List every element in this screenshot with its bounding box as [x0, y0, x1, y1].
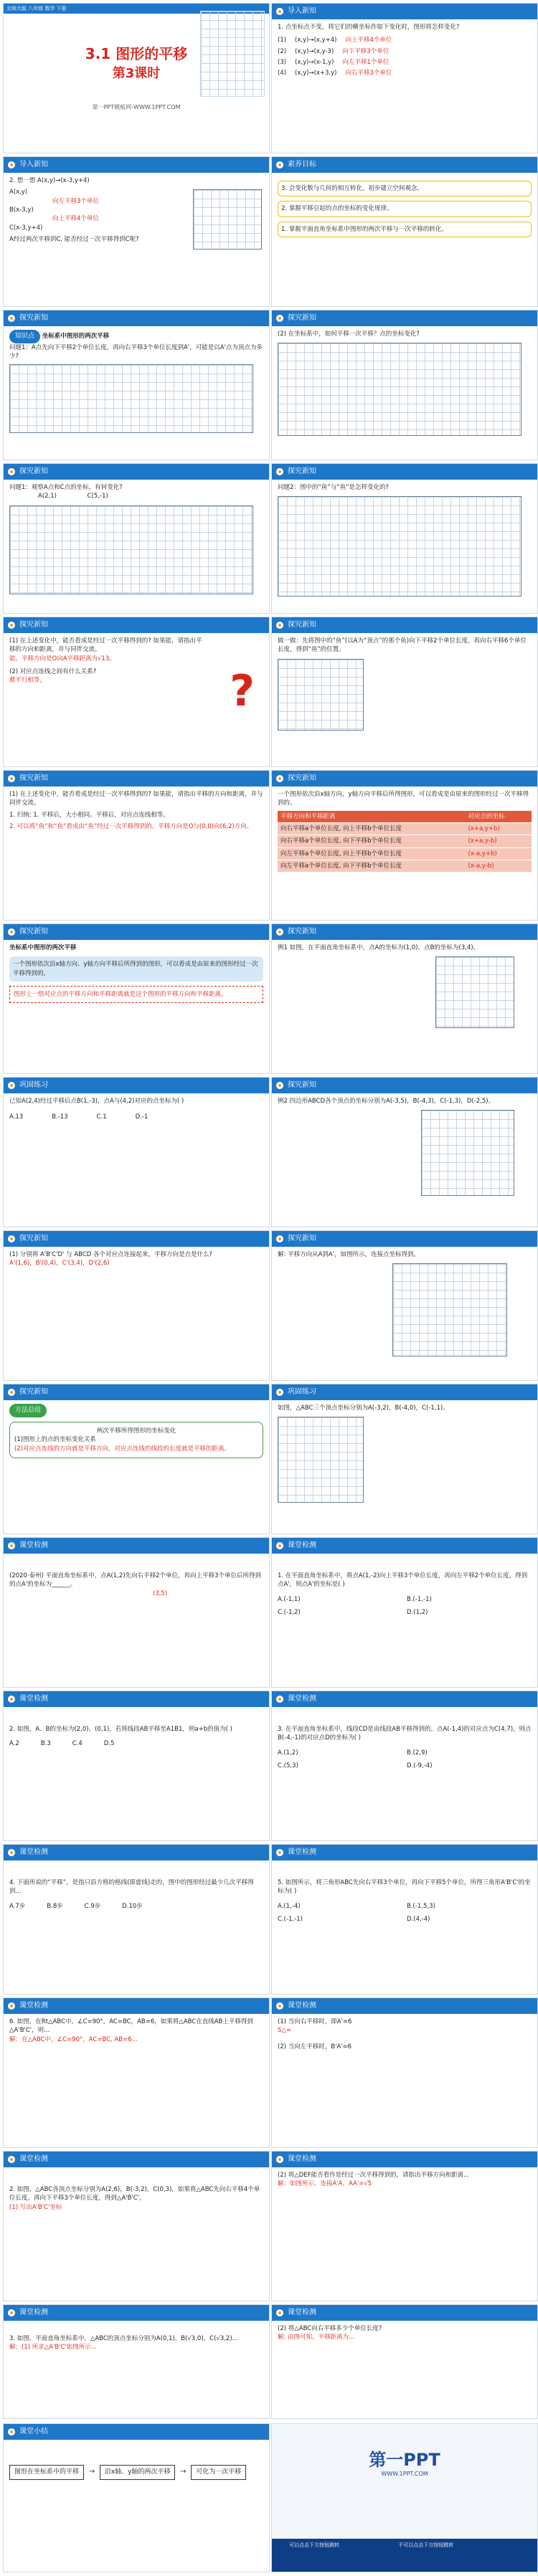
question: 3. 在平面直角坐标系中，线段CD是由线段AB平移得到的，点A(-1,4)的对应点为C(4,7)，则点B(-4,-1)的对应点D的坐标为( ) [278, 1726, 532, 1742]
slide-practice-2 [271, 1384, 538, 1534]
slide-header: 探究新知 [4, 1231, 269, 1247]
transform-row [278, 47, 532, 56]
grid-figure [9, 505, 253, 594]
conclusion: A经过两次平移到C, 能否经过一次平移得到C呢? [9, 235, 139, 243]
question: 例2 四边形ABCD各个顶点的坐标分别为A(-3,5)，B(-4,3)，C(-1,3)，D(-2,5)。 [278, 1098, 495, 1105]
table-row [278, 848, 532, 860]
question: 5. 如图所示，将三角形ABC先向右平移3个单位，再向下平移5个单位，所得三角形A'B'C'的坐标为( ) [278, 1879, 531, 1896]
slide-header: 巩固练习 [4, 1078, 269, 1093]
flow-box-2: 沿x轴、y轴的两次平移 [100, 2465, 176, 2480]
goal-2: 2. 掌握平移引起的点的坐标的变化规律。 [278, 201, 532, 217]
slide-explore-6 [271, 617, 538, 767]
slide-header: 探究新知 [4, 617, 269, 633]
question: (2) 将△DEF能否看作是经过一次平移得到的，请指出平移方向和距离... [278, 2172, 470, 2179]
question: 问题2：图中的“鱼”与“鱼”是怎样变化的? [278, 484, 390, 491]
grid-figure [278, 496, 522, 597]
answer: A'(1,6)，B'(0,4)，C'(3,4)，D'(2,6) [9, 1260, 110, 1268]
summary-2: 2. 可以将“鱼”和“鱼”看成由“鱼”经过一次平移得到的。平移方向是O与(0,0)向(6,2)方向。 [9, 822, 253, 830]
slide-header: 课堂检测 [4, 1998, 269, 2014]
slide-explore-4 [271, 463, 538, 614]
question: 2. 如图，△ABC各顶点坐标分别为A(2,6)，B(-3,2)，C(0,3)，如果将△ABC先向右平移4个单位长度，再向下平移3个单位长度，得到△A'B'C'。 [9, 2186, 260, 2202]
slide-header: 探究新知 [272, 1231, 537, 1247]
question-1: (1) 在上述变化中，能否看成是经过一次平移得到的? 如果能，请指出平移的方向和距离，并与同伴交流。 [9, 791, 263, 807]
slide-explore-7 [3, 770, 270, 921]
answer-1: S△= [278, 2027, 292, 2035]
slide-import-1 [271, 3, 538, 153]
goal-3: 3. 会变化数与几何的相互转化，初步建立空间观念。 [278, 181, 532, 196]
table-cell: (x+a,y+b) [468, 824, 500, 832]
statement: 一个图形依次沿x轴方向、y轴方向平移后所得到的图形，可以看成是由原来的图形经过一次平移得到的。 [9, 956, 263, 982]
question: 2. 如图，A、B的坐标为(2,0)、(0,1)，若将线段AB平移至A1B1，则a+b的值为( ) [9, 1726, 232, 1733]
answer-option[interactable]: D.-1 [135, 1113, 148, 1121]
answer-option[interactable]: D.(4,-4) [407, 1915, 430, 1923]
method-title: 两次平移所得图形的坐标变化 [96, 1427, 176, 1435]
answer-option[interactable]: B.(-1,-1) [407, 1595, 432, 1603]
point-b: B(x-3,y) [9, 206, 34, 214]
question: 例1 如图，在平面直角坐标系中，点A的坐标为(1,0)，点B的坐标为(3,4)。 [278, 944, 480, 951]
site-text: 第一PPT模板网-WWW.1PPT.COM [92, 104, 181, 110]
slide-check-9 [3, 2151, 270, 2301]
slide-check-7 [3, 1997, 270, 2148]
answer-option[interactable]: B.-13 [52, 1113, 68, 1121]
grid-figure [278, 659, 364, 731]
answer-option[interactable]: D.10步 [122, 1902, 143, 1910]
note: 图形上一组对应点的平移方向和平移距离就是这个图形的平移方向和平移距离。 [9, 986, 263, 1003]
answer-option[interactable]: A.7步 [9, 1902, 26, 1910]
question: 已知A(2,4)经过平移后点B(1,-3)，点A与(4,2)对应的点坐标为( ) [9, 1098, 184, 1105]
note-up: 向上平移4个单位 [52, 215, 99, 223]
question: 4. 下面所说的“平移”，是指只沿方格的格线(即虚线)走的，图中的图形经过最少几次平移得到... [9, 1879, 254, 1896]
transform-cell: 向下平移3个单位 [342, 47, 390, 55]
answer-option[interactable]: C.(-1,2) [278, 1608, 301, 1616]
section-head: 坐标系中图形的两次平移 [9, 944, 77, 951]
transform-cell: (x,y)→(x-1,y) [295, 58, 334, 66]
question: (1) 分别将 A'B'C'D' 与 ABCD 各个对应点连接起来，平移方向是点是什么? [9, 1251, 213, 1258]
question-2: (2) 对应点连线之间有什么关系? [9, 667, 97, 675]
grid-figure [9, 364, 253, 433]
transform-cell: (2) [278, 47, 287, 55]
slide-header: 课堂检测 [4, 2305, 269, 2321]
slide-explore-1 [3, 310, 270, 460]
question: (2) 将△ABC向右平移多少个单位长度? [278, 2325, 382, 2332]
transform-cell: 向右平移3个单位 [345, 70, 392, 77]
slide-header: 课堂检测 [272, 1691, 537, 1707]
slide-header: 课堂检测 [4, 1691, 269, 1707]
slide-header: 导入新知 [4, 157, 269, 173]
point-c: C(x-3,y+4) [9, 224, 43, 232]
transform-cell: (4) [278, 70, 287, 77]
transform-cell: 向左平移1个单位 [342, 58, 390, 66]
answer-option[interactable]: B.(2,9) [407, 1749, 428, 1757]
answer-option[interactable]: C.(5,3) [278, 1762, 298, 1769]
slide-explore-11 [271, 1230, 538, 1381]
slide-header: 导入新知 [272, 4, 537, 19]
top-tag: 北师大版 八年级 数学 下册 [4, 4, 269, 14]
answer-option[interactable]: D.(1,2) [407, 1608, 428, 1616]
slide-explore-10 [3, 1230, 270, 1381]
arrow-right-icon: → [180, 2468, 187, 2476]
method-line-1: (1)图形上的点的坐标变化关系 [14, 1436, 97, 1444]
lesson-subtitle: 第3课时 [112, 66, 161, 81]
point-a: A(x,y) [9, 189, 28, 196]
footer-right[interactable]: 不可以点击下方按钮跳转 [398, 2542, 454, 2548]
answer: 解：如图所示，连接A'A，AA'=√5 [278, 2180, 372, 2188]
point-a: A(2,1) [38, 493, 57, 500]
slide-example-1 [271, 923, 538, 1074]
table-row [278, 823, 532, 835]
answer-1: 能，平移方向是O向A平移距离为√13。 [9, 655, 115, 662]
transform-row [278, 36, 532, 44]
table-cell: 向右平移a个单位长度, 向上平移b个单位长度 [280, 824, 402, 832]
answer: 解: 由图可知，平移距离为... [278, 2334, 355, 2342]
slide-goals [271, 156, 538, 307]
slide-header: 探究新知 [272, 924, 537, 940]
question-mark-icon: ? [230, 666, 255, 716]
answer-option[interactable]: C.(-1,-1) [278, 1915, 303, 1923]
slide-header: 探究新知 [272, 771, 537, 786]
question-1: (1) 在上述变化中，能否看成是经过一次平移得到的? 如果能，请指出平移的方向和距离，并与同伴交流。 [9, 637, 202, 654]
grid-figure [421, 1110, 514, 1196]
slide-header: 探究新知 [4, 771, 269, 786]
slide-check-8 [271, 1997, 538, 2148]
slide-header: 课堂检测 [272, 2305, 537, 2321]
slide-header: 探究新知 [272, 310, 537, 326]
slide-header: 探究新知 [4, 464, 269, 480]
table-cell: 平移方向和平移距离 [280, 812, 336, 820]
answer: 解：(1) 所求△A'B'C'如图所示... [9, 2344, 97, 2352]
slide-check-4 [271, 1691, 538, 1841]
slide-explore-3 [3, 463, 270, 614]
slide-header: 探究新知 [272, 1078, 537, 1093]
answer: (3,5) [153, 1589, 168, 1597]
transform-row [278, 58, 532, 67]
knowledge-tag: 知识点 [9, 330, 40, 343]
answer-option[interactable]: D.5 [103, 1740, 115, 1748]
answer-option[interactable]: B.8步 [47, 1902, 63, 1910]
slide-explore-8 [271, 770, 538, 921]
slide-explore-9 [3, 923, 270, 1074]
table-row [278, 811, 532, 823]
point-c: C(5,-1) [87, 493, 108, 500]
method-tag: 方法总结 [9, 1404, 47, 1417]
slide-header: 探究新知 [272, 617, 537, 633]
slide-check-6 [271, 1844, 538, 1995]
table-cell: (x-a,y-b) [468, 862, 494, 870]
question: (1) 当向右平移时，即A'=6 [278, 2018, 352, 2025]
answer-option[interactable]: D.(-9,-4) [407, 1762, 433, 1769]
slide-title [3, 3, 270, 153]
table-cell: 向左平移a个单位长度, 向上平移b个单位长度 [280, 850, 402, 857]
slide-check-11 [3, 2304, 270, 2419]
slide-header: 课堂检测 [4, 1538, 269, 1554]
question: 做一做：先将图中的“鱼”(以A为“顶点”的那个鱼)向下平移2个单位长度，再向右平移6个单位长度，得到“鱼”的位置。 [278, 637, 527, 654]
table-cell: (x+a,y-b) [468, 837, 497, 845]
goal-1: 1. 掌握平面直角坐标系中图形的两次平移与一次平移的转化。 [278, 222, 532, 237]
slide-explore-5 [3, 617, 270, 767]
transform-cell: (1) [278, 37, 287, 44]
slide-header: 巩固练习 [272, 1384, 537, 1400]
slide-header: 探究新知 [4, 310, 269, 326]
grid-figure [278, 1417, 364, 1503]
question: 问题1：A点先向下平移2个单位长度，再向右平移3个单位长度到A'，可能是以A'点为顶点为多少? [9, 344, 263, 361]
method-line-2: (2)对应点连线的方向就是平移方向，对应点连线的线段的长度就是平移的距离。 [14, 1445, 231, 1453]
question: 如图，△ABC三个顶点坐标分别为A(-3,2)，B(-4,0)，C(-1,1)。 [278, 1405, 449, 1412]
section-head: 坐标系中图形的两次平移 [42, 333, 110, 340]
note-left: 向左平移3个单位 [52, 197, 99, 205]
transform-row [278, 69, 532, 77]
slide-example-2 [271, 1077, 538, 1227]
table-cell: 向左平移a个单位长度, 向下平移b个单位长度 [280, 862, 402, 870]
question: 1. 点坐标点不变，将它们的横坐标作如下变化时，图形将怎样变化? [278, 24, 460, 31]
answer-option[interactable]: A.(-1,1) [278, 1595, 301, 1603]
logo-text: 第一PPT [369, 2450, 440, 2470]
site-url[interactable]: WWW.1PPT.COM [381, 2471, 428, 2477]
slide-summary [3, 2423, 270, 2572]
slide-check-5 [3, 1844, 270, 1995]
answer-option[interactable]: A.2 [9, 1740, 19, 1748]
flow-box-3: 可化为一次平移 [191, 2465, 246, 2480]
transform-cell: (x,y)→(x,y+4) [295, 37, 337, 44]
question: 1. 在平面直角坐标系中，将点A(1,-2)向上平移3个单位长度，再向左平移2个单位长度，得到点A'，则点A'的坐标是( ) [278, 1572, 528, 1589]
slide-header: 课堂检测 [272, 1998, 537, 2014]
question: 3. 如图，平面直角坐标系中，△ABC的顶点坐标分别为A(0,1)，B(√3,0)，C(√3,2)... [9, 2335, 238, 2342]
grid-figure [435, 956, 514, 1028]
grid-figure [392, 1263, 507, 1356]
slide-method [3, 1384, 270, 1534]
question: 一个图形依次沿x轴方向，y轴方向平移后所得图形，可以看成是由原来的图形经过一次平移得到的。 [278, 791, 529, 807]
transform-cell: 向上平移4个单位 [345, 37, 392, 44]
grid-figure [278, 343, 522, 436]
answer-option[interactable]: B.3 [40, 1740, 51, 1748]
slide-header: 探究新知 [4, 1384, 269, 1400]
slide-header: 课堂检测 [272, 1538, 537, 1554]
lesson-title: 3.1 图形的平移 [85, 45, 188, 62]
table-row [278, 860, 532, 873]
table-cell: (x-a,y+b) [468, 850, 497, 857]
slide-explore-2 [271, 310, 538, 460]
slide-practice-1 [3, 1077, 270, 1227]
question: 解: 平移方向从A到A'，如图所示，连接点坐标得到。 [278, 1251, 420, 1258]
footer-left[interactable]: 可以点击下方按钮跳转 [289, 2542, 339, 2548]
slide-header: 课堂检测 [4, 1845, 269, 1860]
answer: 解：在△ABC中，∠C=90°，AC=BC, AB=6... [9, 2035, 138, 2043]
transform-cell: (x,y)→(x,y-3) [295, 47, 334, 55]
summary-1: 1. 归纳: 1. 平移后，大小相同。平移后，对应点连线相等。 [9, 811, 169, 819]
table-row [278, 835, 532, 847]
flow-box-1: 图形在坐标系中的平移 [9, 2465, 84, 2480]
answer-option[interactable]: A.(1,2) [278, 1749, 298, 1757]
slide-check-12 [271, 2304, 538, 2419]
question: 2. 想一想 A(x,y)→(x-3,y+4) [9, 177, 90, 184]
grid-figure [193, 189, 262, 249]
answer-option[interactable]: C.9步 [84, 1902, 101, 1910]
answer: (1) 写出A'B'C'坐标 [9, 2203, 62, 2211]
slide-check-10 [271, 2151, 538, 2301]
slide-header: 课堂检测 [272, 1845, 537, 1860]
slide-check-3 [3, 1691, 270, 1841]
arrow-right-icon: → [88, 2468, 95, 2476]
answer-2: 都平行相等。 [9, 677, 47, 685]
slide-ad [271, 2423, 538, 2572]
slide-header: 探究新知 [4, 924, 269, 940]
slide-check-2 [271, 1537, 538, 1688]
answer-option[interactable]: C.1 [96, 1113, 107, 1121]
question: 问题1：观察A点和C点的坐标，有何变化? [9, 484, 123, 491]
answer-option[interactable]: C.4 [72, 1740, 82, 1748]
answer-option[interactable]: A.(1,-4) [278, 1902, 301, 1910]
decor-grid [200, 11, 265, 97]
slide-header: 课堂检测 [272, 2152, 537, 2167]
question: (2) 在坐标系中，如何平移一次平移？点的坐标变化? [278, 331, 420, 338]
slide-header: 课堂检测 [4, 2152, 269, 2167]
transform-cell: (x,y)→(x+3,y) [295, 70, 337, 77]
slide-import-2 [3, 156, 270, 307]
question: (2020·泰州) 平面直角坐标系中，点A(1,2)先向右平移2个单位，再向上平移3个单位后所得到的点A'的坐标为______。 [9, 1572, 261, 1589]
answer-option[interactable]: A.13 [9, 1113, 24, 1121]
answer-2: (2) 当向左平移时，B'A'=6 [278, 2043, 352, 2050]
transform-cell: (3) [278, 58, 287, 66]
slide-header: 探究新知 [272, 464, 537, 480]
slide-header: 课堂小结 [4, 2424, 269, 2440]
table-cell: 向右平移a个单位长度, 向下平移b个单位长度 [280, 837, 402, 845]
question: 6. 如图，在Rt△ABC中，∠C=90°，AC=BC，AB=6，如果将△ABC在直线AB上平移得到△A'B'C'，则... [9, 2018, 253, 2035]
slide-header: 素养目标 [272, 157, 537, 173]
table-cell: 对应点的坐标 [468, 812, 505, 820]
answer-option[interactable]: B.(-1,5,3) [407, 1902, 435, 1910]
slide-check-1 [3, 1537, 270, 1688]
